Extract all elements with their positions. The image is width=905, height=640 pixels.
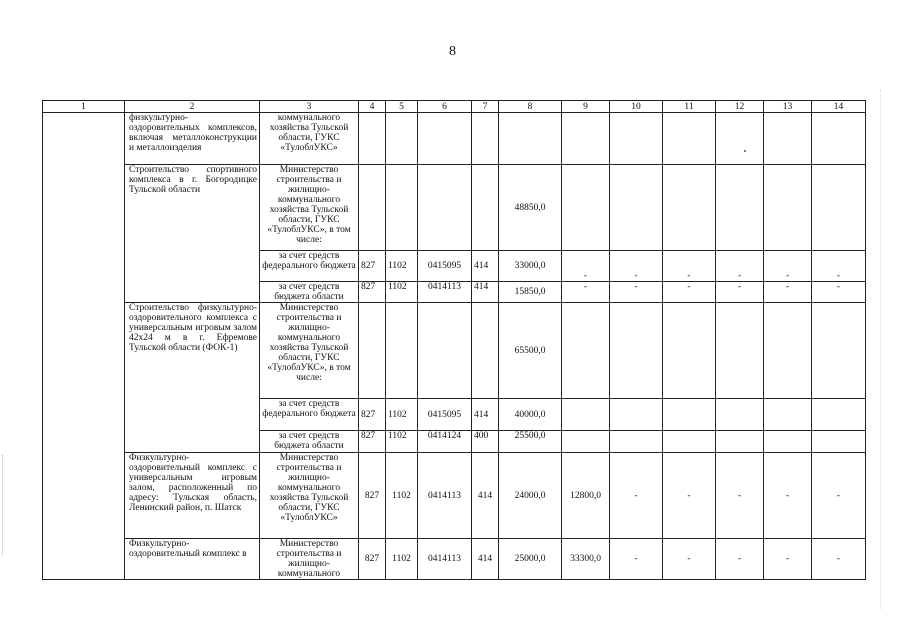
project-name-cell: Строительство спортивного комплекса в г. Богородицке Тульской области — [125, 165, 260, 303]
dash-cell: - — [812, 453, 866, 539]
dash-cell: - — [764, 539, 812, 580]
funding-source-cell: за счет средств федерального бюджета — [260, 251, 359, 282]
dash-cell: - — [716, 453, 764, 539]
dash-cell: - — [663, 453, 716, 539]
amount-cell: 12800,0 — [562, 453, 610, 539]
table-cell: 400 — [472, 431, 499, 453]
funding-source-cell: за счет средств федерального бюджета — [260, 399, 359, 431]
column-header: 14 — [812, 101, 866, 113]
table-cell — [716, 113, 764, 165]
table-cell: 1102 — [386, 282, 418, 303]
dash-cell: - — [663, 539, 716, 580]
organization-cell: Министерство строительства и жилищно-коммунального хозяйства Тульской области, ГУКС «ТулоблУКС», в том числе: — [260, 165, 359, 251]
scan-speck — [744, 150, 746, 152]
amount-cell: 24000,0 — [499, 453, 562, 539]
empty-cell — [43, 113, 125, 580]
column-header: 7 — [472, 101, 499, 113]
table-cell — [562, 113, 610, 165]
dash-cell: - — [562, 251, 610, 282]
organization-cell: коммунального хозяйства Тульской области, ГУКС «ТулоблУКС» — [260, 113, 359, 165]
dash-cell: - — [663, 282, 716, 303]
dash-cell: - — [764, 453, 812, 539]
table-cell — [418, 113, 472, 165]
table-cell: 827 — [359, 399, 386, 431]
column-header: 6 — [418, 101, 472, 113]
page-number: 8 — [449, 44, 456, 59]
table-cell: 414 — [472, 282, 499, 303]
project-name-cell: Физкультурно-оздоровительный комплекс с универсальным игровым залом, расположенный по адресу: Тульская область, Ленинский район, п. Шатск — [125, 453, 260, 539]
table-cell — [499, 113, 562, 165]
dash-cell: - — [716, 251, 764, 282]
table-cell — [386, 113, 418, 165]
dash-cell: - — [764, 251, 812, 282]
table-cell: 0414113 — [418, 282, 472, 303]
column-header: 3 — [260, 101, 359, 113]
table-cell: 0415095 — [418, 251, 472, 282]
table-cell: 1102 — [386, 431, 418, 453]
table-cell: 414 — [472, 453, 499, 539]
budget-table — [42, 100, 866, 580]
table-cell: 414 — [472, 251, 499, 282]
column-header: 11 — [663, 101, 716, 113]
table-cell — [359, 113, 386, 165]
table-cell — [764, 113, 812, 165]
table-cell: 827 — [359, 251, 386, 282]
column-header: 5 — [386, 101, 418, 113]
column-header: 12 — [716, 101, 764, 113]
organization-cell: Министерство строительства и жилищно-коммунального — [260, 539, 359, 580]
dash-cell: - — [610, 539, 663, 580]
funding-source-cell: за счет средств бюджета области — [260, 431, 359, 453]
column-header: 8 — [499, 101, 562, 113]
organization-cell: Министерство строительства и жилищно-коммунального хозяйства Тульской области, ГУКС «ТулоблУКС» — [260, 453, 359, 539]
column-header: 4 — [359, 101, 386, 113]
column-header: 2 — [125, 101, 260, 113]
table-cell: 1102 — [386, 251, 418, 282]
table-cell: 0414124 — [418, 431, 472, 453]
scan-edge-mark — [2, 455, 3, 555]
column-header: 1 — [43, 101, 125, 113]
dash-cell: - — [764, 282, 812, 303]
table-cell: 0415095 — [418, 399, 472, 431]
table-cell — [472, 113, 499, 165]
column-header: 13 — [764, 101, 812, 113]
project-name-cell: физкультурно-оздоровительных комплексов, включая металлоконструкции и металлоизделия — [125, 113, 260, 165]
table-cell: 827 — [359, 453, 386, 539]
dash-cell: - — [610, 251, 663, 282]
table-cell — [610, 113, 663, 165]
dash-cell: - — [812, 251, 866, 282]
amount-cell: 33300,0 — [562, 539, 610, 580]
amount-cell: 48850,0 — [499, 165, 562, 251]
table-row — [43, 303, 866, 399]
table-row — [43, 539, 866, 580]
organization-cell: Министерство строительства и жилищно-коммунального хозяйства Тульской области, ГУКС «ТулоблУКС», в том числе: — [260, 303, 359, 399]
column-header: 10 — [610, 101, 663, 113]
table-header-row — [43, 101, 866, 113]
dash-cell: - — [716, 282, 764, 303]
funding-source-cell: за счет средств бюджета области — [260, 282, 359, 303]
table-cell: 1102 — [386, 453, 418, 539]
amount-cell: 40000,0 — [499, 399, 562, 431]
project-name-cell: Физкультурно-оздоровительный комплекс в — [125, 539, 260, 580]
table-cell — [812, 113, 866, 165]
table-row — [43, 453, 866, 539]
dash-cell: - — [610, 282, 663, 303]
dash-cell: - — [663, 251, 716, 282]
dash-cell: - — [716, 539, 764, 580]
project-name-cell: Строительство физкультурно-оздоровительного комплекса с универсальным игровым залом 42x24 м в г. Ефремове Тульской области (ФОК-1) — [125, 303, 260, 453]
column-header: 9 — [562, 101, 610, 113]
table-cell — [663, 113, 716, 165]
table-cell: 827 — [359, 282, 386, 303]
amount-cell: 25000,0 — [499, 539, 562, 580]
amount-cell: 33000,0 — [499, 251, 562, 282]
table-cell: 0414113 — [418, 539, 472, 580]
dash-cell: - — [610, 453, 663, 539]
table-row — [43, 113, 866, 165]
table-cell: 414 — [472, 539, 499, 580]
table-cell: 0414113 — [418, 453, 472, 539]
dash-cell: - — [812, 282, 866, 303]
table-cell: 827 — [359, 539, 386, 580]
table-row — [43, 165, 866, 251]
amount-cell: 25500,0 — [499, 431, 562, 453]
table-cell: 414 — [472, 399, 499, 431]
table-cell: 1102 — [386, 399, 418, 431]
amount-cell: 65500,0 — [499, 303, 562, 399]
amount-cell: 15850,0 — [499, 282, 562, 303]
table-cell: 1102 — [386, 539, 418, 580]
table-cell: 827 — [359, 431, 386, 453]
scan-edge-mark — [880, 90, 881, 610]
dash-cell: - — [812, 539, 866, 580]
dash-cell: - — [562, 282, 610, 303]
